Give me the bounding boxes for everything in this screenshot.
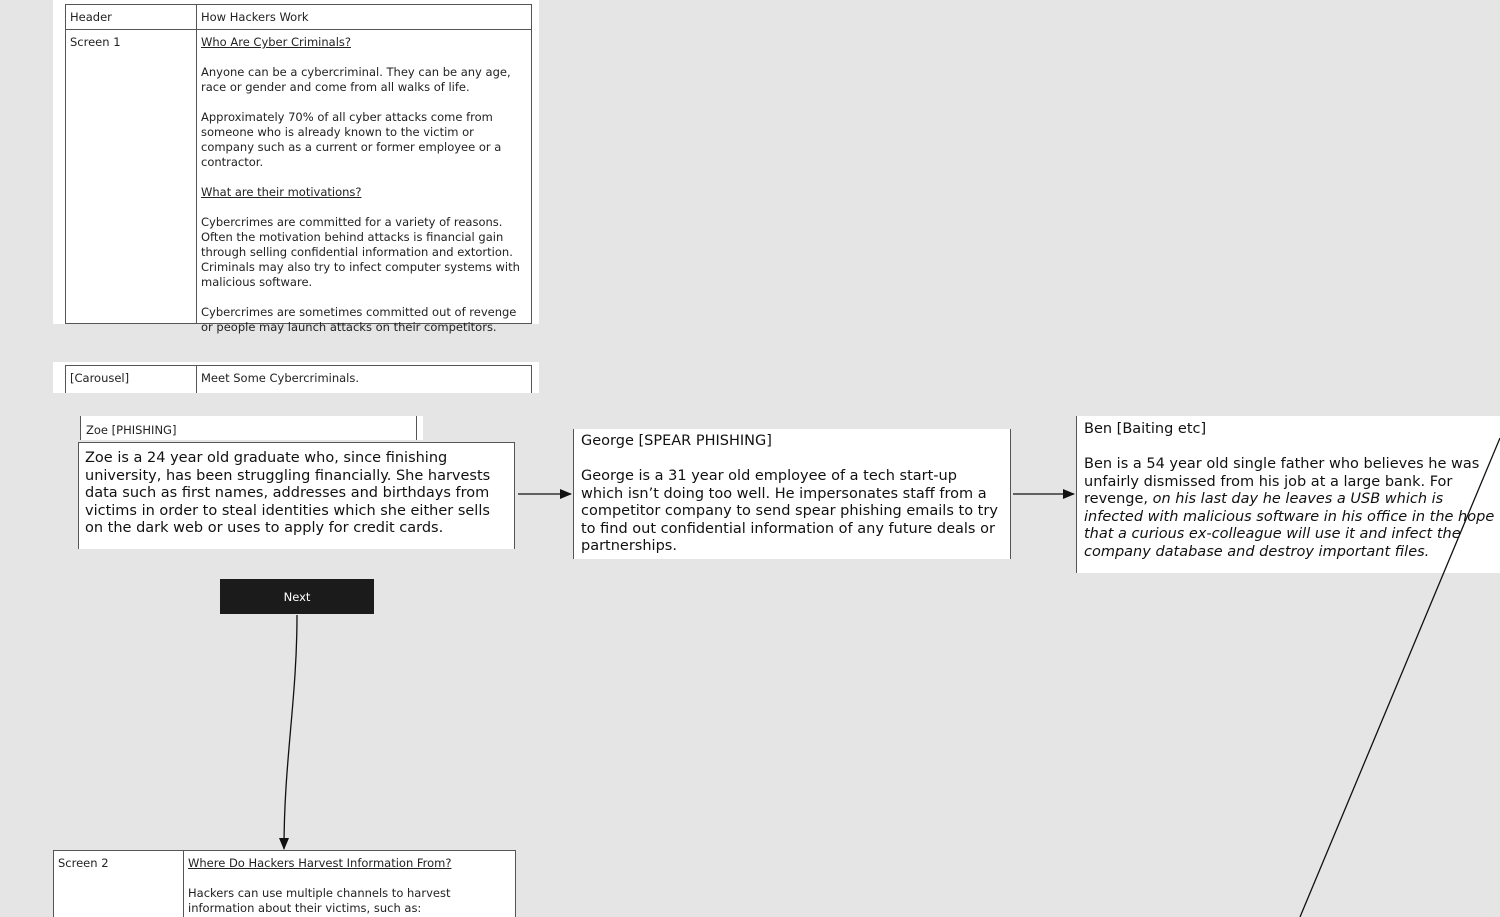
screen1-para-approx: Approximately 70% of all cyber attacks come from someone who is already known to the victim or company such as a current or former employee or a contractor. (201, 110, 502, 169)
arrow-next-to-screen2 (284, 615, 297, 849)
screen1-heading-who: Who Are Cyber Criminals? (201, 35, 351, 49)
screen2-para-channels: Hackers can use multiple channels to harvest information about their victims, such as: (188, 886, 451, 915)
screen1-para-anyone: Anyone can be a cybercriminal. They can be any age, race or gender and come from all walks of life. (201, 65, 511, 94)
screen1-label: Screen 1 (70, 35, 121, 49)
header-label: Header (70, 10, 112, 24)
ben-title: Ben [Baiting etc] (1084, 421, 1207, 437)
screen1-heading-motivations: What are their motivations? (201, 185, 362, 199)
george-title: George [SPEAR PHISHING] (581, 433, 772, 449)
george-text: George is a 31 year old employee of a tech start-up which isn’t doing too well. He impersonates staff from a competitor company to send spear phishing emails to try to find out confidential information of any future deals or partnerships. (581, 468, 998, 554)
header-value: How Hackers Work (201, 10, 309, 24)
screen2-heading: Where Do Hackers Harvest Information From? (188, 856, 452, 870)
zoe-text: Zoe is a 24 year old graduate who, since finishing university, has been struggling financially. She harvests data such as first names, addresses and birthdays from victims in order to steal identities which she either sells on the dark web or uses to apply for credit cards. (85, 450, 491, 536)
diagonal-connector-line (1300, 438, 1500, 917)
next-button[interactable]: Next (220, 579, 374, 614)
screen1-para-revenge: Cybercrimes are sometimes committed out of revenge or people may launch attacks on their competitors. (201, 305, 517, 334)
screen2-label: Screen 2 (58, 856, 109, 870)
ben-text-italic: on his last day he leaves a USB which is infected with malicious software in his office in the hope that a curious ex-colleague will use it and infect the company database and destroy important files. (1084, 491, 1495, 560)
ben-text-plain: Ben is a 54 year old single father who believes he was unfairly dismissed from his job at a large bank. For revenge, (1084, 456, 1480, 507)
zoe-tab-label: Zoe [PHISHING] (86, 423, 177, 437)
carousel-label: [Carousel] (70, 371, 130, 385)
screen1-para-reasons: Cybercrimes are committed for a variety of reasons. Often the motivation behind attacks is financial gain through selling confidential information and extortion. Criminals may also try to infect computer systems with malicious software. (201, 215, 520, 289)
carousel-value: Meet Some Cybercriminals. (201, 371, 360, 385)
